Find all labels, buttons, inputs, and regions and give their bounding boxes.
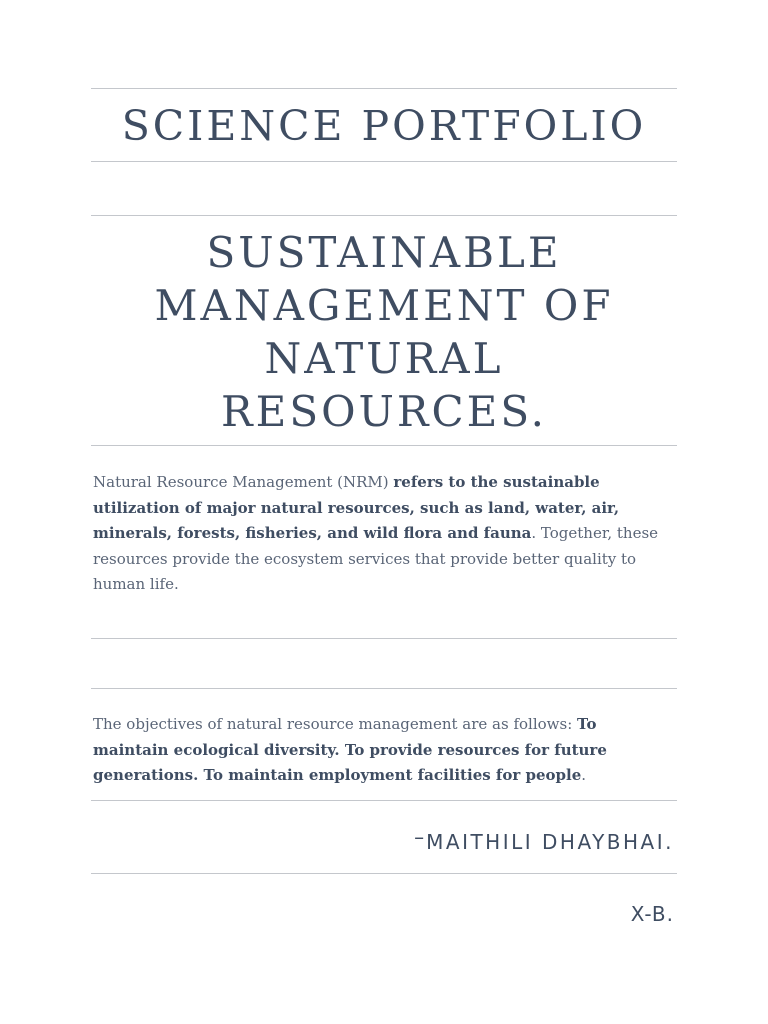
divider-top xyxy=(91,88,677,89)
nrm-objectives-paragraph xyxy=(93,712,677,789)
main-title-line-4: RESOURCES. xyxy=(221,387,547,436)
nrm-definition-paragraph xyxy=(93,470,677,598)
paragraph-2-bold-objectives: To maintain ecological diversity. To provide resources for future generations. To maintain employment facilities for people xyxy=(93,715,607,784)
paragraph-1-intro: Natural Resource Management (NRM) xyxy=(93,473,394,491)
divider-under-main-title xyxy=(91,445,677,446)
paragraph-2-intro: The objectives of natural resource management are as follows: xyxy=(93,715,578,733)
class-label: X-B. xyxy=(630,902,674,926)
main-title xyxy=(91,226,677,438)
divider-above-main-title xyxy=(91,215,677,216)
main-title-line-1: SUSTAINABLE xyxy=(206,228,562,277)
divider-under-author xyxy=(91,873,677,874)
divider-after-paragraph-1 xyxy=(91,638,677,639)
divider-under-portfolio-title xyxy=(91,161,677,162)
divider-before-paragraph-2 xyxy=(91,688,677,689)
paragraph-1-bold-definition: refers to the sustainable utilization of major natural resources, such as land, water, air, minerals, forests, fisheries, and wild flora and fauna xyxy=(93,473,620,542)
paragraph-2-end: . xyxy=(581,766,587,784)
author-signature xyxy=(414,825,674,854)
main-title-line-3: NATURAL xyxy=(264,334,504,383)
portfolio-title: SCIENCE PORTFOLIO xyxy=(121,102,647,150)
paragraph-1-rest: . Together, these resources provide the ecosystem services that provide better quality to human life. xyxy=(93,524,659,593)
author-dash: – xyxy=(414,825,425,849)
divider-after-paragraph-2 xyxy=(91,800,677,801)
main-title-line-2: MANAGEMENT OF xyxy=(154,281,614,330)
author-name: MAITHILI DHAYBHAI. xyxy=(426,830,674,854)
